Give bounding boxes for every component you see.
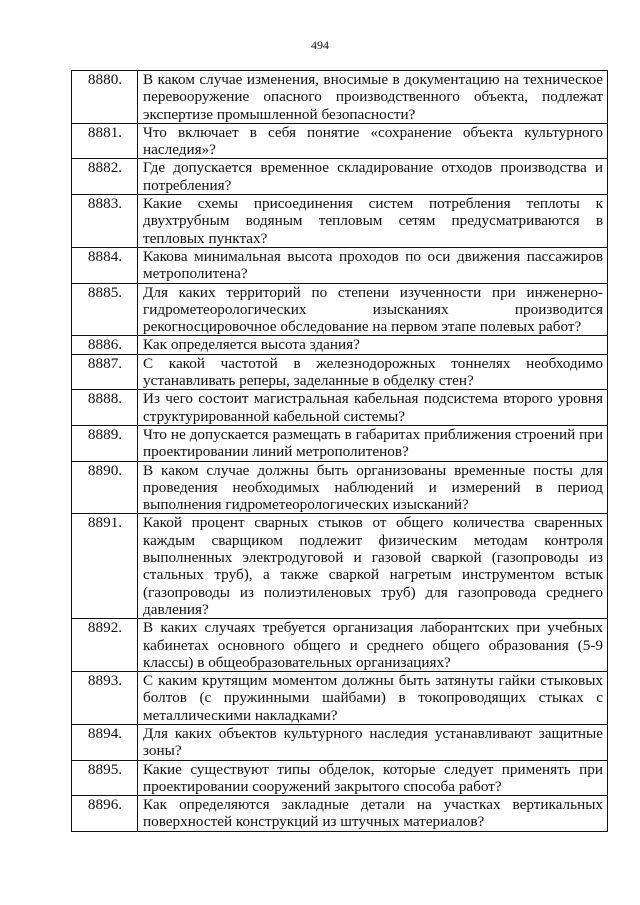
table-row bbox=[72, 619, 608, 672]
question-text: В каком случае должны быть организованы временные посты для проведения необходимых наблюдений и измерений в период выполнения гидрометеорологических изысканий? bbox=[138, 461, 608, 514]
question-number: 8892. bbox=[72, 619, 138, 672]
question-number: 8880. bbox=[72, 71, 138, 124]
table-row bbox=[72, 354, 608, 390]
question-number: 8885. bbox=[72, 283, 138, 336]
table-row bbox=[72, 283, 608, 336]
table-row bbox=[72, 425, 608, 461]
question-text: Из чего состоит магистральная кабельная подсистема второго уровня структурированной кабельной системы? bbox=[138, 390, 608, 426]
question-text: С какой частотой в железнодорожных тоннелях необходимо устанавливать реперы, заделанные в обделку стен? bbox=[138, 354, 608, 390]
table-row bbox=[72, 336, 608, 354]
question-number: 8894. bbox=[72, 724, 138, 760]
questions-table-body bbox=[72, 71, 608, 832]
question-text: Что включает в себя понятие «сохранение объекта культурного наследия»? bbox=[138, 123, 608, 159]
table-row bbox=[72, 71, 608, 124]
questions-table bbox=[71, 70, 608, 832]
question-text: Как определяются закладные детали на участках вертикальных поверхностей конструкций из штучных материалов? bbox=[138, 796, 608, 832]
table-row bbox=[72, 159, 608, 195]
table-row bbox=[72, 195, 608, 248]
question-text: Для каких объектов культурного наследия устанавливают защитные зоны? bbox=[138, 724, 608, 760]
question-number: 8884. bbox=[72, 247, 138, 283]
table-row bbox=[72, 514, 608, 619]
question-number: 8883. bbox=[72, 195, 138, 248]
question-number: 8888. bbox=[72, 390, 138, 426]
question-text: Какие схемы присоединения систем потребления теплоты к двухтрубным водяным тепловым сетям предусматриваются в тепловых пунктах? bbox=[138, 195, 608, 248]
question-text: В каких случаях требуется организация лаборантских при учебных кабинетах основного общего и среднего общего образования (5-9 классы) в общеобразовательных организациях? bbox=[138, 619, 608, 672]
table-row bbox=[72, 461, 608, 514]
question-number: 8893. bbox=[72, 672, 138, 725]
question-number: 8890. bbox=[72, 461, 138, 514]
question-number: 8887. bbox=[72, 354, 138, 390]
question-text: Какова минимальная высота проходов по оси движения пассажиров метрополитена? bbox=[138, 247, 608, 283]
question-text: Какой процент сварных стыков от общего количества сваренных каждым сварщиком подлежит физическим методам контроля выполненных электродуговой и газовой сваркой (газопроводы из стальных труб), а также сваркой нагретым инструментом встык (газопроводы из полиэтиленовых труб) для газопровода среднего давления? bbox=[138, 514, 608, 619]
question-number: 8881. bbox=[72, 123, 138, 159]
question-number: 8896. bbox=[72, 796, 138, 832]
page-number: 494 bbox=[311, 38, 329, 52]
question-text: Для каких территорий по степени изученности при инженерно-гидрометеорологических изысканиях производится рекогносцировочное обследование на первом этапе полевых работ? bbox=[138, 283, 608, 336]
question-number: 8882. bbox=[72, 159, 138, 195]
question-text: Что не допускается размещать в габаритах приближения строений при проектировании линий метрополитенов? bbox=[138, 425, 608, 461]
question-number: 8889. bbox=[72, 425, 138, 461]
table-row bbox=[72, 247, 608, 283]
table-row bbox=[72, 390, 608, 426]
question-text: Как определяется высота здания? bbox=[138, 336, 608, 354]
question-text: С каким крутящим моментом должны быть затянуты гайки стыковых болтов (с пружинными шайбами) в токопроводящих стыках с металлическими накладками? bbox=[138, 672, 608, 725]
question-number: 8895. bbox=[72, 760, 138, 796]
question-number: 8891. bbox=[72, 514, 138, 619]
table-row bbox=[72, 672, 608, 725]
table-row bbox=[72, 123, 608, 159]
table-row bbox=[72, 796, 608, 832]
table-row bbox=[72, 760, 608, 796]
question-text: Какие существуют типы обделок, которые следует применять при проектировании сооружений закрытого способа работ? bbox=[138, 760, 608, 796]
question-number: 8886. bbox=[72, 336, 138, 354]
question-text: Где допускается временное складирование отходов производства и потребления? bbox=[138, 159, 608, 195]
question-text: В каком случае изменения, вносимые в документацию на техническое перевооружение опасного производственного объекта, подлежат экспертизе промышленной безопасности? bbox=[138, 71, 608, 124]
table-row bbox=[72, 724, 608, 760]
